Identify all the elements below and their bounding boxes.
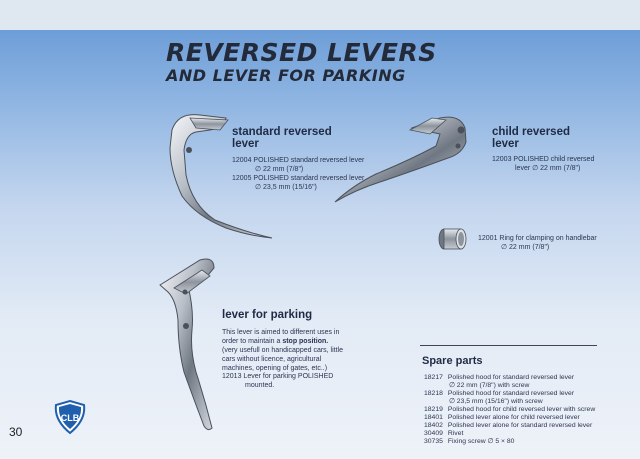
spare-code: 18217 <box>424 374 443 381</box>
spare-part-row <box>424 406 595 414</box>
spare-code: 18401 <box>424 414 443 421</box>
parking-desc-line: cars without licence, agricultural <box>222 356 322 363</box>
page-number: 30 <box>9 425 23 439</box>
page-subtitle: AND LEVER FOR PARKING <box>166 66 406 85</box>
item-text: POLISHED standard reversed lever <box>253 157 365 164</box>
spare-text: Polished lever alone for child reversed lever <box>447 414 580 421</box>
spare-parts-divider <box>420 345 597 346</box>
page-title: REVERSED LEVERS <box>166 38 437 67</box>
parking-lever-picture <box>160 259 214 430</box>
spare-code: 30409 <box>424 430 443 437</box>
spare-text: Rivet <box>447 430 464 437</box>
item-size: lever ∅ 22 mm (7/8") <box>515 165 581 172</box>
spare-part-row <box>424 430 595 438</box>
item-code: 12005 <box>232 175 252 182</box>
spare-part-row <box>424 390 595 398</box>
parking-desc-bold: stop position. <box>282 338 329 345</box>
item-size: ∅ 22 mm (7/8") <box>255 166 304 173</box>
standard-reversed-heading-line2: lever <box>232 138 259 150</box>
spare-text: Polished lever alone for standard reversed lever <box>447 422 593 429</box>
item-size: ∅ 23,5 mm (15/16") <box>255 184 317 191</box>
parking-desc-text: order to maintain a <box>222 338 283 345</box>
spare-part-row <box>424 422 595 430</box>
item-text: POLISHED standard reversed lever <box>253 175 365 182</box>
standard-reversed-heading-line1: standard reversed <box>232 126 332 138</box>
item-text: Lever for parking POLISHED <box>243 373 334 380</box>
parking-heading: lever for parking <box>222 309 313 321</box>
spare-text: Fixing screw ∅ 5 × 80 <box>447 438 515 445</box>
item-text: POLISHED child reversed <box>513 156 595 163</box>
spare-code: 18402 <box>424 422 443 429</box>
product-item-12001 <box>478 234 597 252</box>
clamping-ring-picture <box>439 229 466 249</box>
item-code: 12001 <box>478 235 498 242</box>
item-text: Ring for clamping on handlebar <box>499 235 597 242</box>
parking-desc-line: machines, opening of gates, etc..) <box>222 365 328 372</box>
spare-part-row <box>424 374 595 382</box>
child-reversed-heading <box>492 126 570 150</box>
item-text: mounted. <box>245 382 275 389</box>
parking-desc-line: (very usefull on handicapped cars, little <box>222 347 344 354</box>
spare-parts-list <box>424 374 595 446</box>
standard-reversed-heading <box>232 126 332 150</box>
item-code: 12013 <box>222 373 242 380</box>
svg-text:CLB: CLB <box>60 413 80 423</box>
spare-code: 18218 <box>424 390 443 397</box>
spare-code: 30735 <box>424 438 443 445</box>
product-item-12005 <box>232 174 364 192</box>
spare-code: 18219 <box>424 406 443 413</box>
parking-desc-line <box>222 337 402 346</box>
item-code: 12004 <box>232 157 252 164</box>
item-size: ∅ 22 mm (7/8") <box>501 244 550 251</box>
spare-parts-heading: Spare parts <box>422 355 483 367</box>
product-item-12004 <box>232 156 364 174</box>
child-reversed-heading-line1: child reversed <box>492 126 570 138</box>
product-item-12013 <box>222 372 333 390</box>
parking-desc-line: This lever is aimed to different uses in <box>222 329 340 336</box>
spare-text: Polished hood for standard reversed lever <box>447 374 575 381</box>
spare-text-continuation: ∅ 22 mm (7/8") with screw <box>449 382 530 389</box>
spare-text: Polished hood for child reversed lever with screw <box>447 406 596 413</box>
product-item-12003 <box>492 155 594 173</box>
spare-text-continuation: ∅ 23,5 mm (15/16") with screw <box>449 398 543 405</box>
spare-part-row <box>424 414 595 422</box>
parking-description <box>222 328 402 373</box>
spare-text: Polished hood for standard reversed lever <box>447 390 575 397</box>
item-code: 12003 <box>492 156 512 163</box>
clb-logo-icon <box>53 400 87 434</box>
child-reversed-heading-line2: lever <box>492 138 519 150</box>
spare-part-row <box>424 438 595 446</box>
